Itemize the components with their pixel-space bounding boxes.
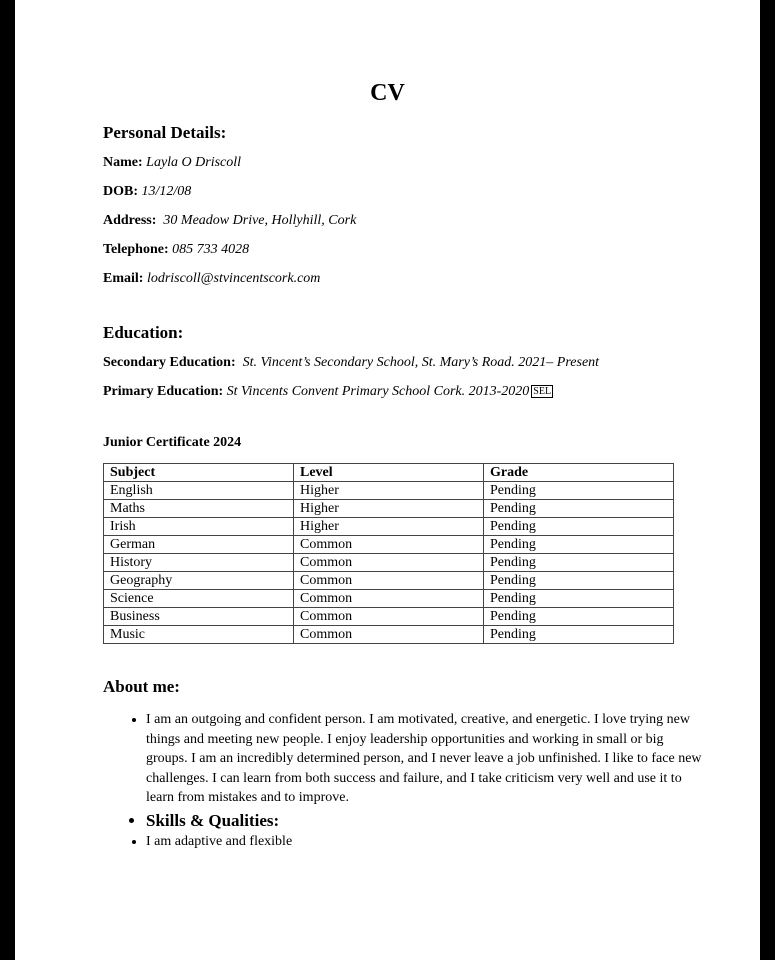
level-cell: Higher (294, 500, 484, 518)
document-title: CV (370, 80, 405, 106)
name-label: Name: (103, 155, 143, 170)
table-row (104, 590, 674, 608)
email-value: lodriscoll@stvincentscork.com (146, 271, 321, 286)
level-cell: Common (294, 608, 484, 626)
subject-cell: German (104, 536, 294, 554)
grade-cell: Pending (484, 626, 674, 644)
primary-education-label: Primary Education: (103, 384, 224, 399)
telephone-label: Telephone: (103, 242, 169, 257)
grade-cell: Pending (484, 518, 674, 536)
email-label: Email: (103, 271, 144, 286)
dob-label: DOB: (103, 184, 138, 199)
grade-cell: Pending (484, 500, 674, 518)
telephone-value: 085 733 4028 (172, 242, 250, 257)
secondary-education-line (103, 355, 599, 371)
junior-certificate-heading: Junior Certificate 2024 (103, 435, 242, 450)
address-value: 30 Meadow Drive, Hollyhill, Cork (163, 213, 357, 228)
subject-cell: English (104, 482, 294, 500)
about-list (121, 710, 706, 851)
table-row (104, 500, 674, 518)
table-row (104, 608, 674, 626)
level-cell: Common (294, 626, 484, 644)
dob-value: 13/12/08 (141, 184, 192, 199)
level-cell: Common (294, 590, 484, 608)
level-cell: Common (294, 554, 484, 572)
dob-line (103, 184, 191, 200)
grade-cell: Pending (484, 554, 674, 572)
list-item: • I am adaptive and flexible (146, 832, 706, 852)
level-cell: Common (294, 536, 484, 554)
about-me-heading: About me: (103, 677, 180, 696)
list-item: • I am an outgoing and confident person. I am motivated, creative, and energetic. I love trying new things and meeting new people. I enjoy leadership opportunities and working in small or big groups. I am an incredibly determined person, and I never leave a job unfinished. I like to face new challenges. I can learn from both success and failure, and I take criticism very well and use it to learn from mistakes and to improve. (146, 710, 706, 808)
grade-cell: Pending (484, 482, 674, 500)
table-row (104, 536, 674, 554)
table-row (104, 572, 674, 590)
replacement-glyph: SEL (533, 386, 552, 398)
level-cell: Higher (294, 482, 484, 500)
name-line (103, 155, 241, 171)
address-line (103, 213, 356, 229)
grade-cell: Pending (484, 608, 674, 626)
table-header-row (104, 464, 674, 482)
email-line (103, 271, 320, 287)
table-row (104, 626, 674, 644)
subject-cell: Maths (104, 500, 294, 518)
grades-table (103, 463, 674, 644)
grade-cell: Pending (484, 590, 674, 608)
grade-cell: Pending (484, 536, 674, 554)
level-cell: Higher (294, 518, 484, 536)
column-header-level: Level (294, 464, 484, 482)
primary-education-line (103, 384, 553, 400)
primary-education-value: St Vincents Convent Primary School Cork. 2013-2020 (226, 384, 530, 399)
column-header-subject: Subject (104, 464, 294, 482)
grade-cell: Pending (484, 572, 674, 590)
document-page (15, 0, 760, 960)
secondary-education-value: St. Vincent’s Secondary School, St. Mary’s Road. 2021– Present (242, 355, 600, 370)
subject-cell: Irish (104, 518, 294, 536)
table-row (104, 482, 674, 500)
address-label: Address: (103, 213, 157, 228)
table-row (104, 518, 674, 536)
subject-cell: History (104, 554, 294, 572)
subject-cell: Science (104, 590, 294, 608)
telephone-line (103, 242, 249, 258)
name-value: Layla O Driscoll (146, 155, 242, 170)
column-header-grade: Grade (484, 464, 674, 482)
table-row (104, 554, 674, 572)
level-cell: Common (294, 572, 484, 590)
subject-cell: Geography (104, 572, 294, 590)
personal-details-heading: Personal Details: (103, 123, 227, 142)
education-heading: Education: (103, 323, 184, 342)
subject-cell: Music (104, 626, 294, 644)
skills-heading: • Skills & Qualities: (146, 810, 706, 832)
secondary-education-label: Secondary Education: (103, 355, 236, 370)
subject-cell: Business (104, 608, 294, 626)
